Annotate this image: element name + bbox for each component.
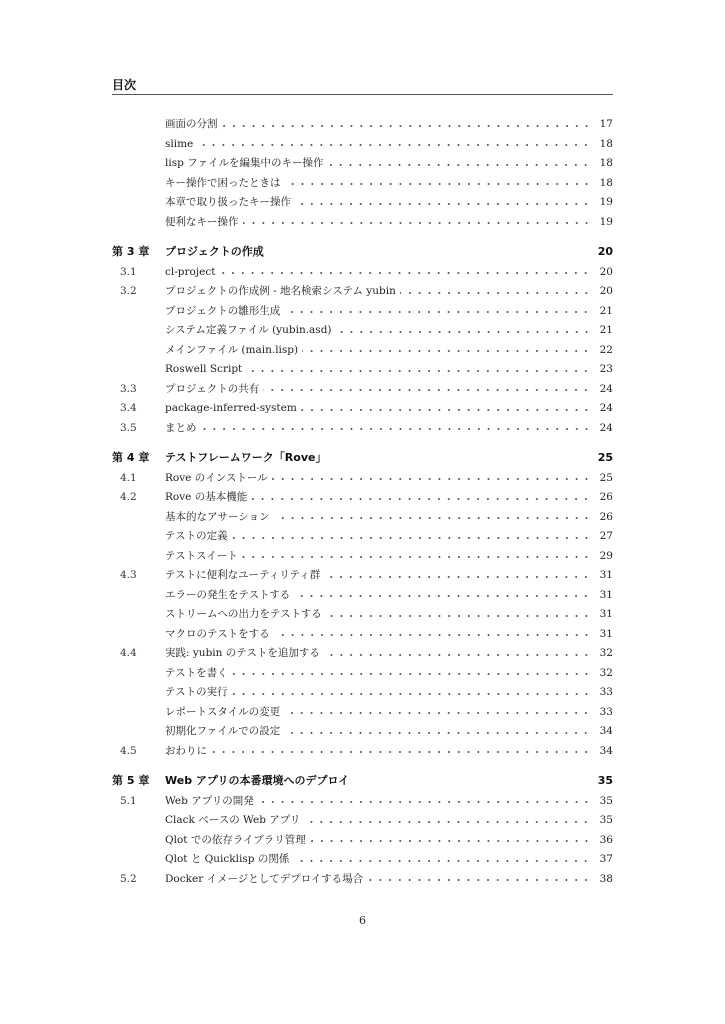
dot-leader — [232, 536, 591, 544]
entry-number: 4.2 — [120, 491, 137, 503]
entry-number: 3.2 — [120, 285, 137, 297]
entry-number: 3.1 — [120, 265, 137, 278]
entry-page: 29 — [599, 549, 613, 562]
dot-leader — [263, 388, 591, 396]
dot-leader — [258, 800, 591, 808]
table-of-contents — [112, 115, 613, 889]
entry-page: 21 — [599, 324, 613, 336]
entry-title: レポートスタイルの変更 — [165, 705, 281, 718]
dot-leader — [274, 516, 591, 524]
entry-title: テストの実行 — [165, 686, 228, 698]
dot-leader — [294, 594, 591, 602]
entry-page: 24 — [599, 382, 613, 395]
entry-page: 18 — [599, 176, 613, 189]
dot-leader — [367, 878, 591, 886]
entry-title: lisp ファイルを編集中のキー操作 — [165, 157, 324, 169]
toc-entry[interactable] — [112, 115, 613, 135]
toc-entry[interactable] — [112, 154, 613, 174]
dot-leader — [285, 182, 592, 190]
toc-entry[interactable] — [112, 399, 613, 419]
entry-title: テストを書く — [165, 666, 228, 679]
toc-entry[interactable] — [112, 527, 613, 547]
toc-entry[interactable] — [112, 263, 613, 283]
entry-title: Clack ベースの Web アプリ — [165, 814, 301, 826]
entry-title: 初期化ファイルでの設定 — [165, 725, 281, 737]
toc-entry[interactable] — [112, 850, 613, 870]
dot-leader — [353, 781, 591, 789]
dot-leader — [284, 310, 591, 318]
toc-entry[interactable] — [112, 508, 613, 528]
toc-entry[interactable] — [112, 703, 613, 723]
dot-leader — [327, 163, 591, 171]
toc-chapter-entry[interactable] — [112, 243, 613, 263]
dot-leader — [219, 271, 591, 279]
entry-page: 36 — [599, 833, 613, 846]
dot-leader — [211, 750, 591, 758]
entry-title: 便利なキー操作 — [165, 215, 239, 228]
toc-chapter-entry[interactable] — [112, 772, 613, 792]
entry-number: 第 3 章 — [112, 245, 150, 258]
entry-title: Web アプリの本番環境へのデプロイ — [165, 774, 350, 787]
dot-leader — [268, 252, 591, 260]
toc-entry[interactable] — [112, 683, 613, 703]
entry-page: 26 — [599, 510, 613, 523]
entry-title: Rove のインストール — [165, 471, 268, 484]
dot-leader — [201, 427, 592, 435]
entry-page: 32 — [599, 666, 613, 679]
entry-page: 18 — [599, 157, 613, 169]
toc-entry[interactable] — [112, 213, 613, 233]
entry-title: プロジェクトの共有 — [165, 382, 260, 395]
toc-entry[interactable] — [112, 469, 613, 489]
entry-title: まとめ — [165, 421, 197, 434]
entry-page: 31 — [599, 627, 613, 640]
toc-entry[interactable] — [112, 488, 613, 508]
dot-leader — [284, 731, 591, 739]
toc-entry[interactable] — [112, 644, 613, 664]
toc-entry[interactable] — [112, 722, 613, 742]
entry-title: 画面の分割 — [165, 118, 218, 130]
entry-page: 38 — [599, 872, 613, 885]
toc-entry[interactable] — [112, 360, 613, 380]
dot-leader — [232, 692, 591, 700]
entry-page: 31 — [599, 569, 613, 581]
dot-leader — [326, 614, 591, 622]
toc-entry[interactable] — [112, 321, 613, 341]
dot-leader — [293, 859, 591, 867]
toc-entry[interactable] — [112, 605, 613, 625]
entry-page: 24 — [599, 421, 613, 434]
entry-title: Qlot での依存ライブラリ管理 — [165, 833, 306, 846]
entry-number: 3.3 — [120, 382, 137, 395]
entry-title: キー操作で困ったときは — [165, 176, 281, 189]
entry-page: 19 — [599, 215, 613, 228]
entry-title: テストの定義 — [165, 530, 228, 542]
dot-leader — [295, 202, 591, 210]
entry-number: 第 5 章 — [112, 774, 150, 787]
entry-title: テストに便利なユーティリティ群 — [165, 569, 321, 581]
dot-leader — [304, 820, 591, 828]
dot-leader — [232, 672, 591, 680]
dot-leader — [310, 839, 591, 847]
toc-entry[interactable] — [112, 282, 613, 302]
toc-entry[interactable] — [112, 341, 613, 361]
entry-page: 21 — [599, 304, 613, 317]
entry-title: Docker イメージとしてデプロイする場合 — [165, 872, 364, 885]
entry-page: 20 — [599, 265, 613, 278]
entry-title: エラーの発生をテストする — [165, 588, 291, 601]
entry-page: 33 — [599, 686, 613, 698]
entry-page: 20 — [597, 245, 613, 258]
entry-number: 4.3 — [120, 569, 137, 581]
dot-leader — [246, 369, 591, 377]
toc-entry[interactable] — [112, 135, 613, 155]
entry-page: 35 — [599, 814, 613, 826]
entry-number: 5.2 — [120, 872, 137, 885]
toc-entry[interactable] — [112, 792, 613, 812]
entry-number: 4.4 — [120, 647, 137, 659]
dot-leader — [274, 633, 591, 641]
entry-page: 35 — [597, 774, 613, 787]
entry-number: 5.1 — [120, 794, 137, 807]
entry-page: 23 — [599, 363, 613, 375]
entry-page: 17 — [599, 118, 613, 130]
entry-title: 本章で取り扱ったキー操作 — [165, 196, 291, 208]
toc-entry[interactable] — [112, 811, 613, 831]
entry-title: Web アプリの開発 — [165, 794, 254, 807]
entry-title: メインファイル (main.lisp) — [165, 343, 299, 356]
entry-title: プロジェクトの作成 — [165, 245, 264, 258]
toc-entry[interactable] — [112, 664, 613, 684]
dot-leader — [222, 124, 592, 132]
entry-title: システム定義ファイル (yubin.asd) — [165, 324, 332, 336]
entry-title: おわりに — [165, 744, 207, 757]
entry-number: 第 4 章 — [112, 451, 150, 464]
toc-entry[interactable] — [112, 419, 613, 439]
header-rule — [112, 94, 613, 95]
toc-entry[interactable] — [112, 193, 613, 213]
entry-title: 基本的なアサーション — [165, 510, 270, 523]
dot-leader — [301, 408, 591, 416]
entry-page: 27 — [599, 530, 613, 542]
entry-number: 4.5 — [120, 744, 137, 757]
dot-leader — [324, 575, 591, 583]
entry-title: package-inferred-system — [165, 402, 297, 414]
dot-leader — [242, 555, 591, 563]
entry-title: テストスイート — [165, 549, 238, 562]
entry-page: 31 — [599, 608, 613, 620]
entry-title: プロジェクトの雛形生成 — [165, 304, 281, 317]
entry-page: 32 — [599, 647, 613, 659]
dot-leader — [197, 143, 591, 151]
entry-title: slime — [165, 137, 194, 150]
toc-entry[interactable] — [112, 566, 613, 586]
dot-leader — [272, 477, 591, 485]
entry-page: 35 — [599, 794, 613, 807]
entry-page: 33 — [599, 705, 613, 718]
dot-leader — [251, 497, 591, 505]
entry-page: 26 — [599, 491, 613, 503]
dot-leader — [336, 330, 591, 338]
toc-entry[interactable] — [112, 831, 613, 851]
dot-leader — [330, 458, 591, 466]
entry-page: 20 — [599, 285, 613, 297]
entry-title: 実践: yubin のテストを追加する — [165, 647, 320, 659]
page-number: 6 — [359, 914, 366, 927]
toc-entry[interactable] — [112, 174, 613, 194]
toc-entry[interactable] — [112, 380, 613, 400]
entry-title: Roswell Script — [165, 363, 243, 375]
entry-title: テストフレームワーク「Rove」 — [165, 451, 327, 464]
toc-entry[interactable] — [112, 625, 613, 645]
entry-number: 4.1 — [120, 471, 137, 484]
dot-leader — [302, 349, 591, 357]
toc-entry[interactable] — [112, 302, 613, 322]
entry-page: 25 — [599, 471, 613, 484]
entry-page: 18 — [599, 137, 613, 150]
entry-title: ストリームへの出力をテストする — [165, 608, 322, 620]
dot-leader — [243, 221, 592, 229]
entry-title: Rove の基本機能 — [165, 491, 248, 503]
entry-page: 34 — [599, 744, 613, 757]
entry-page: 25 — [597, 451, 613, 464]
toc-entry[interactable] — [112, 742, 613, 762]
entry-number: 3.4 — [120, 402, 137, 414]
entry-page: 22 — [599, 343, 613, 356]
entry-page: 37 — [599, 853, 613, 865]
dot-leader — [400, 291, 591, 299]
entry-title: Qlot と Quicklisp の関係 — [165, 853, 290, 865]
toc-entry[interactable] — [112, 547, 613, 567]
entry-number: 3.5 — [120, 421, 137, 434]
running-header: 目次 — [112, 78, 137, 92]
dot-leader — [324, 653, 591, 661]
entry-title: cl-project — [165, 265, 216, 278]
entry-page: 19 — [599, 196, 613, 208]
toc-entry[interactable] — [112, 586, 613, 606]
entry-title: マクロのテストをする — [165, 627, 270, 640]
entry-title: プロジェクトの作成例 - 地名検索システム yubin — [165, 285, 396, 297]
toc-entry[interactable] — [112, 870, 613, 890]
dot-leader — [284, 711, 591, 719]
toc-chapter-entry[interactable] — [112, 449, 613, 469]
entry-page: 24 — [599, 402, 613, 414]
entry-page: 34 — [599, 725, 613, 737]
entry-page: 31 — [599, 588, 613, 601]
